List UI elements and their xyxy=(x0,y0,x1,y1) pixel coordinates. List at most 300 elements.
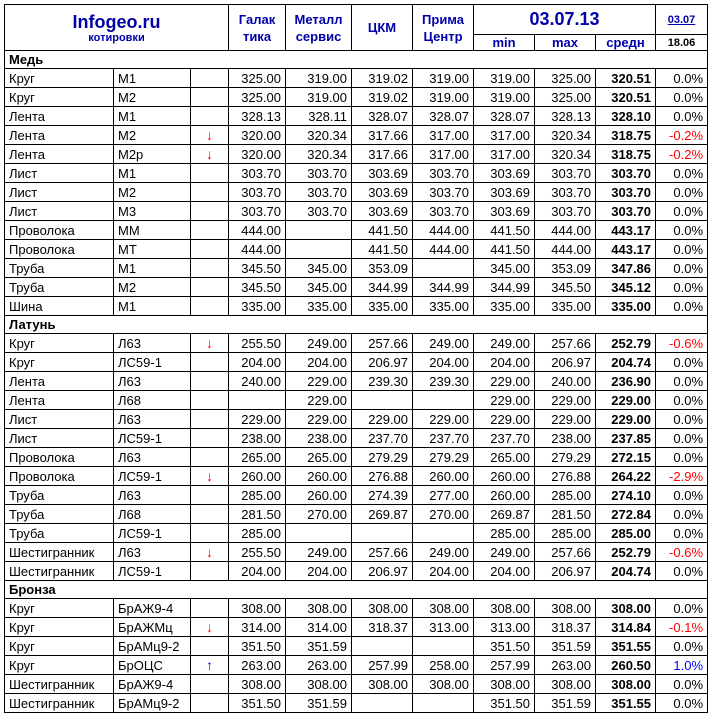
col-prima-centr: Прима Центр xyxy=(413,5,474,51)
change-percent: -0.6% xyxy=(656,543,708,562)
product-cell: Труба xyxy=(5,259,114,278)
price-galaktika: 303.70 xyxy=(229,164,286,183)
price-tskm: 279.29 xyxy=(352,448,413,467)
price-min: 441.50 xyxy=(474,221,535,240)
price-metall-servis: 351.59 xyxy=(286,694,352,713)
section-row xyxy=(5,581,708,599)
trend-cell xyxy=(191,278,229,297)
trend-cell xyxy=(191,505,229,524)
trend-cell xyxy=(191,524,229,543)
table-row xyxy=(5,524,708,543)
price-min: 351.50 xyxy=(474,637,535,656)
price-max: 279.29 xyxy=(535,448,596,467)
price-max: 303.70 xyxy=(535,183,596,202)
price-tskm: 303.69 xyxy=(352,202,413,221)
price-galaktika: 255.50 xyxy=(229,334,286,353)
price-metall-servis: 308.00 xyxy=(286,675,352,694)
price-galaktika: 303.70 xyxy=(229,202,286,221)
price-prima-centr: 317.00 xyxy=(413,126,474,145)
price-min: 303.69 xyxy=(474,164,535,183)
arrow-down-icon: ↓ xyxy=(191,126,229,145)
change-percent: 0.0% xyxy=(656,505,708,524)
price-metall-servis: 229.00 xyxy=(286,372,352,391)
product-cell: Лист xyxy=(5,410,114,429)
price-galaktika: 260.00 xyxy=(229,467,286,486)
price-max: 257.66 xyxy=(535,334,596,353)
price-prima-centr xyxy=(413,524,474,543)
product-cell: Шина xyxy=(5,297,114,316)
table-row xyxy=(5,202,708,221)
price-prima-centr: 308.00 xyxy=(413,599,474,618)
price-min: 351.50 xyxy=(474,694,535,713)
price-tskm: 318.37 xyxy=(352,618,413,637)
product-cell: Круг xyxy=(5,637,114,656)
trend-cell xyxy=(191,372,229,391)
arrow-down-icon: ↓ xyxy=(191,334,229,353)
product-cell: Проволока xyxy=(5,448,114,467)
price-prima-centr: 317.00 xyxy=(413,145,474,164)
price-prima-centr: 229.00 xyxy=(413,410,474,429)
price-metall-servis xyxy=(286,221,352,240)
quotes-table xyxy=(4,4,708,713)
price-galaktika: 263.00 xyxy=(229,656,286,675)
price-avg: 252.79 xyxy=(596,543,656,562)
price-galaktika: 325.00 xyxy=(229,88,286,107)
price-galaktika: 345.50 xyxy=(229,259,286,278)
price-prima-centr: 444.00 xyxy=(413,221,474,240)
price-prima-centr: 279.29 xyxy=(413,448,474,467)
price-tskm: 229.00 xyxy=(352,410,413,429)
price-metall-servis: 249.00 xyxy=(286,334,352,353)
price-avg: 335.00 xyxy=(596,297,656,316)
price-prima-centr xyxy=(413,637,474,656)
trend-cell xyxy=(191,391,229,410)
price-avg: 443.17 xyxy=(596,221,656,240)
product-cell: Проволока xyxy=(5,467,114,486)
price-max: 276.88 xyxy=(535,467,596,486)
section-title: Латунь xyxy=(5,316,708,334)
price-max: 444.00 xyxy=(535,221,596,240)
product-cell: Лист xyxy=(5,164,114,183)
product-cell: Круг xyxy=(5,334,114,353)
price-min: 285.00 xyxy=(474,524,535,543)
change-percent: 0.0% xyxy=(656,297,708,316)
trend-cell xyxy=(191,486,229,505)
price-metall-servis: 314.00 xyxy=(286,618,352,637)
change-percent: 0.0% xyxy=(656,694,708,713)
table-row xyxy=(5,126,708,145)
price-prima-centr: 303.70 xyxy=(413,202,474,221)
price-tskm: 328.07 xyxy=(352,107,413,126)
price-prima-centr: 328.07 xyxy=(413,107,474,126)
trend-cell xyxy=(191,599,229,618)
section-row xyxy=(5,51,708,69)
table-row xyxy=(5,467,708,486)
price-tskm: 319.02 xyxy=(352,69,413,88)
table-row xyxy=(5,694,708,713)
grade-cell: Л63 xyxy=(114,486,191,505)
price-tskm xyxy=(352,637,413,656)
price-min: 319.00 xyxy=(474,69,535,88)
price-galaktika: 325.00 xyxy=(229,69,286,88)
change-percent: 0.0% xyxy=(656,486,708,505)
price-max: 206.97 xyxy=(535,353,596,372)
price-max: 229.00 xyxy=(535,410,596,429)
price-prima-centr: 319.00 xyxy=(413,69,474,88)
price-tskm xyxy=(352,694,413,713)
table-row xyxy=(5,278,708,297)
trend-cell xyxy=(191,259,229,278)
grade-cell: БрАМц9-2 xyxy=(114,637,191,656)
price-tskm: 353.09 xyxy=(352,259,413,278)
grade-cell: Л68 xyxy=(114,505,191,524)
arrow-up-icon: ↑ xyxy=(191,656,229,675)
price-avg: 204.74 xyxy=(596,562,656,581)
table-row xyxy=(5,637,708,656)
price-galaktika: 240.00 xyxy=(229,372,286,391)
table-row xyxy=(5,334,708,353)
price-prima-centr: 444.00 xyxy=(413,240,474,259)
change-percent: 0.0% xyxy=(656,240,708,259)
grade-cell: М1 xyxy=(114,107,191,126)
price-prima-centr: 258.00 xyxy=(413,656,474,675)
price-metall-servis: 260.00 xyxy=(286,486,352,505)
product-cell: Труба xyxy=(5,278,114,297)
change-percent: 0.0% xyxy=(656,259,708,278)
price-max: 238.00 xyxy=(535,429,596,448)
change-percent: 0.0% xyxy=(656,524,708,543)
price-min: 269.87 xyxy=(474,505,535,524)
price-prima-centr: 344.99 xyxy=(413,278,474,297)
product-cell: Лист xyxy=(5,429,114,448)
price-galaktika: 303.70 xyxy=(229,183,286,202)
price-avg: 252.79 xyxy=(596,334,656,353)
price-min: 257.99 xyxy=(474,656,535,675)
price-min: 260.00 xyxy=(474,486,535,505)
price-avg: 237.85 xyxy=(596,429,656,448)
header-row xyxy=(5,5,708,35)
price-min: 229.00 xyxy=(474,410,535,429)
price-avg: 303.70 xyxy=(596,183,656,202)
price-max: 353.09 xyxy=(535,259,596,278)
price-metall-servis: 320.34 xyxy=(286,145,352,164)
price-tskm: 303.69 xyxy=(352,164,413,183)
grade-cell: М1 xyxy=(114,69,191,88)
price-min: 265.00 xyxy=(474,448,535,467)
price-galaktika: 351.50 xyxy=(229,694,286,713)
price-prima-centr: 204.00 xyxy=(413,562,474,581)
change-percent: 0.0% xyxy=(656,562,708,581)
price-max: 335.00 xyxy=(535,297,596,316)
price-min: 303.69 xyxy=(474,183,535,202)
price-max: 325.00 xyxy=(535,88,596,107)
arrow-down-icon: ↓ xyxy=(191,543,229,562)
trend-cell xyxy=(191,183,229,202)
grade-cell: ЛС59-1 xyxy=(114,562,191,581)
price-avg: 443.17 xyxy=(596,240,656,259)
col-metall-servis: Металл сервис xyxy=(286,5,352,51)
price-prima-centr xyxy=(413,391,474,410)
price-galaktika: 204.00 xyxy=(229,353,286,372)
price-galaktika: 328.13 xyxy=(229,107,286,126)
price-galaktika: 285.00 xyxy=(229,486,286,505)
price-galaktika: 351.50 xyxy=(229,637,286,656)
change-percent: 0.0% xyxy=(656,429,708,448)
product-cell: Шестигранник xyxy=(5,675,114,694)
price-metall-servis: 229.00 xyxy=(286,391,352,410)
grade-cell: М2 xyxy=(114,183,191,202)
price-max: 328.13 xyxy=(535,107,596,126)
change-percent: 0.0% xyxy=(656,278,708,297)
grade-cell: БрАЖ9-4 xyxy=(114,599,191,618)
price-max: 257.66 xyxy=(535,543,596,562)
table-row xyxy=(5,656,708,675)
product-cell: Круг xyxy=(5,618,114,637)
price-metall-servis: 270.00 xyxy=(286,505,352,524)
arrow-down-icon: ↓ xyxy=(191,618,229,637)
product-cell: Лента xyxy=(5,126,114,145)
product-cell: Лента xyxy=(5,107,114,126)
compare-date-top: 03.07 xyxy=(656,5,708,35)
price-prima-centr: 313.00 xyxy=(413,618,474,637)
change-percent: 0.0% xyxy=(656,221,708,240)
table-row xyxy=(5,240,708,259)
price-galaktika: 238.00 xyxy=(229,429,286,448)
product-cell: Шестигранник xyxy=(5,694,114,713)
grade-cell: М2 xyxy=(114,88,191,107)
price-prima-centr xyxy=(413,259,474,278)
price-galaktika: 444.00 xyxy=(229,240,286,259)
price-metall-servis: 319.00 xyxy=(286,69,352,88)
grade-cell: МТ xyxy=(114,240,191,259)
price-prima-centr: 204.00 xyxy=(413,353,474,372)
price-tskm: 257.66 xyxy=(352,543,413,562)
price-metall-servis: 303.70 xyxy=(286,183,352,202)
change-percent: 0.0% xyxy=(656,202,708,221)
price-metall-servis: 265.00 xyxy=(286,448,352,467)
grade-cell: М1 xyxy=(114,297,191,316)
price-tskm: 257.99 xyxy=(352,656,413,675)
price-prima-centr: 260.00 xyxy=(413,467,474,486)
price-min: 229.00 xyxy=(474,372,535,391)
table-row xyxy=(5,164,708,183)
price-metall-servis: 229.00 xyxy=(286,410,352,429)
price-metall-servis: 319.00 xyxy=(286,88,352,107)
product-cell: Шестигранник xyxy=(5,562,114,581)
trend-cell xyxy=(191,297,229,316)
change-percent: 1.0% xyxy=(656,656,708,675)
price-galaktika: 229.00 xyxy=(229,410,286,429)
price-min: 313.00 xyxy=(474,618,535,637)
price-avg: 260.50 xyxy=(596,656,656,675)
price-avg: 229.00 xyxy=(596,391,656,410)
price-tskm: 303.69 xyxy=(352,183,413,202)
change-percent: 0.0% xyxy=(656,88,708,107)
price-prima-centr: 308.00 xyxy=(413,675,474,694)
price-metall-servis xyxy=(286,240,352,259)
price-prima-centr: 237.70 xyxy=(413,429,474,448)
price-max: 229.00 xyxy=(535,391,596,410)
product-cell: Лента xyxy=(5,145,114,164)
price-min: 303.69 xyxy=(474,202,535,221)
price-avg: 285.00 xyxy=(596,524,656,543)
change-percent: -0.2% xyxy=(656,126,708,145)
grade-cell: БрАЖМц xyxy=(114,618,191,637)
table-row xyxy=(5,353,708,372)
grade-cell: М2 xyxy=(114,278,191,297)
price-galaktika: 265.00 xyxy=(229,448,286,467)
price-metall-servis: 204.00 xyxy=(286,353,352,372)
product-cell: Лист xyxy=(5,183,114,202)
price-max: 325.00 xyxy=(535,69,596,88)
change-percent: 0.0% xyxy=(656,353,708,372)
grade-cell: М2 xyxy=(114,126,191,145)
table-row xyxy=(5,675,708,694)
price-metall-servis: 260.00 xyxy=(286,467,352,486)
price-metall-servis: 345.00 xyxy=(286,259,352,278)
price-max: 263.00 xyxy=(535,656,596,675)
price-metall-servis: 320.34 xyxy=(286,126,352,145)
product-cell: Труба xyxy=(5,486,114,505)
price-min: 308.00 xyxy=(474,599,535,618)
price-min: 260.00 xyxy=(474,467,535,486)
table-row xyxy=(5,259,708,278)
grade-cell: Л63 xyxy=(114,410,191,429)
table-row xyxy=(5,221,708,240)
price-galaktika: 444.00 xyxy=(229,221,286,240)
price-tskm: 317.66 xyxy=(352,145,413,164)
price-max: 308.00 xyxy=(535,675,596,694)
price-tskm: 269.87 xyxy=(352,505,413,524)
table-row xyxy=(5,543,708,562)
price-max: 444.00 xyxy=(535,240,596,259)
price-max: 351.59 xyxy=(535,694,596,713)
trend-cell xyxy=(191,410,229,429)
price-min: 317.00 xyxy=(474,126,535,145)
table-row xyxy=(5,372,708,391)
table-row xyxy=(5,183,708,202)
grade-cell: М1 xyxy=(114,164,191,183)
trend-cell xyxy=(191,202,229,221)
grade-cell: БрОЦС xyxy=(114,656,191,675)
product-cell: Круг xyxy=(5,353,114,372)
price-max: 206.97 xyxy=(535,562,596,581)
price-galaktika: 320.00 xyxy=(229,145,286,164)
product-cell: Лист xyxy=(5,202,114,221)
price-tskm: 441.50 xyxy=(352,221,413,240)
trend-cell xyxy=(191,637,229,656)
price-tskm: 335.00 xyxy=(352,297,413,316)
grade-cell: М3 xyxy=(114,202,191,221)
price-tskm: 206.97 xyxy=(352,562,413,581)
price-avg: 318.75 xyxy=(596,126,656,145)
price-min: 345.00 xyxy=(474,259,535,278)
grade-cell: М1 xyxy=(114,259,191,278)
section-row xyxy=(5,316,708,334)
product-cell: Круг xyxy=(5,599,114,618)
change-percent: 0.0% xyxy=(656,69,708,88)
price-metall-servis: 328.11 xyxy=(286,107,352,126)
product-cell: Проволока xyxy=(5,221,114,240)
change-percent: 0.0% xyxy=(656,448,708,467)
grade-cell: Л63 xyxy=(114,372,191,391)
change-percent: 0.0% xyxy=(656,410,708,429)
price-avg: 272.15 xyxy=(596,448,656,467)
price-galaktika: 345.50 xyxy=(229,278,286,297)
col-galaktika: Галак тика xyxy=(229,5,286,51)
price-galaktika: 281.50 xyxy=(229,505,286,524)
price-min: 249.00 xyxy=(474,334,535,353)
price-max: 345.50 xyxy=(535,278,596,297)
change-percent: -0.2% xyxy=(656,145,708,164)
price-min: 328.07 xyxy=(474,107,535,126)
change-percent: 0.0% xyxy=(656,391,708,410)
arrow-down-icon: ↓ xyxy=(191,145,229,164)
brand-subtitle: котировки xyxy=(88,31,145,44)
price-galaktika: 314.00 xyxy=(229,618,286,637)
price-avg: 229.00 xyxy=(596,410,656,429)
product-cell: Труба xyxy=(5,505,114,524)
price-tskm: 441.50 xyxy=(352,240,413,259)
trend-cell xyxy=(191,353,229,372)
grade-cell: Л63 xyxy=(114,334,191,353)
price-prima-centr: 239.30 xyxy=(413,372,474,391)
price-avg: 351.55 xyxy=(596,637,656,656)
price-galaktika: 204.00 xyxy=(229,562,286,581)
price-min: 317.00 xyxy=(474,145,535,164)
price-avg: 320.51 xyxy=(596,69,656,88)
grade-cell: БрАМц9-2 xyxy=(114,694,191,713)
price-tskm: 317.66 xyxy=(352,126,413,145)
price-prima-centr: 319.00 xyxy=(413,88,474,107)
trend-cell xyxy=(191,221,229,240)
table-row xyxy=(5,410,708,429)
trend-cell xyxy=(191,164,229,183)
col-min: min xyxy=(474,35,535,51)
product-cell: Проволока xyxy=(5,240,114,259)
price-metall-servis: 308.00 xyxy=(286,599,352,618)
price-min: 229.00 xyxy=(474,391,535,410)
price-tskm: 239.30 xyxy=(352,372,413,391)
col-tskm: ЦКМ xyxy=(352,5,413,51)
grade-cell: М2р xyxy=(114,145,191,164)
price-metall-servis: 351.59 xyxy=(286,637,352,656)
price-prima-centr: 335.00 xyxy=(413,297,474,316)
price-metall-servis: 249.00 xyxy=(286,543,352,562)
price-max: 303.70 xyxy=(535,164,596,183)
price-tskm: 206.97 xyxy=(352,353,413,372)
price-max: 320.34 xyxy=(535,126,596,145)
price-galaktika xyxy=(229,391,286,410)
grade-cell: ЛС59-1 xyxy=(114,524,191,543)
table-row xyxy=(5,618,708,637)
grade-cell: ЛС59-1 xyxy=(114,467,191,486)
price-avg: 274.10 xyxy=(596,486,656,505)
price-metall-servis xyxy=(286,524,352,543)
price-avg: 272.84 xyxy=(596,505,656,524)
price-avg: 345.12 xyxy=(596,278,656,297)
grade-cell: ЛС59-1 xyxy=(114,353,191,372)
trend-cell xyxy=(191,562,229,581)
price-avg: 236.90 xyxy=(596,372,656,391)
price-min: 237.70 xyxy=(474,429,535,448)
price-max: 281.50 xyxy=(535,505,596,524)
change-percent: 0.0% xyxy=(656,164,708,183)
price-tskm: 274.39 xyxy=(352,486,413,505)
price-min: 204.00 xyxy=(474,353,535,372)
price-prima-centr: 303.70 xyxy=(413,183,474,202)
price-galaktika: 308.00 xyxy=(229,675,286,694)
